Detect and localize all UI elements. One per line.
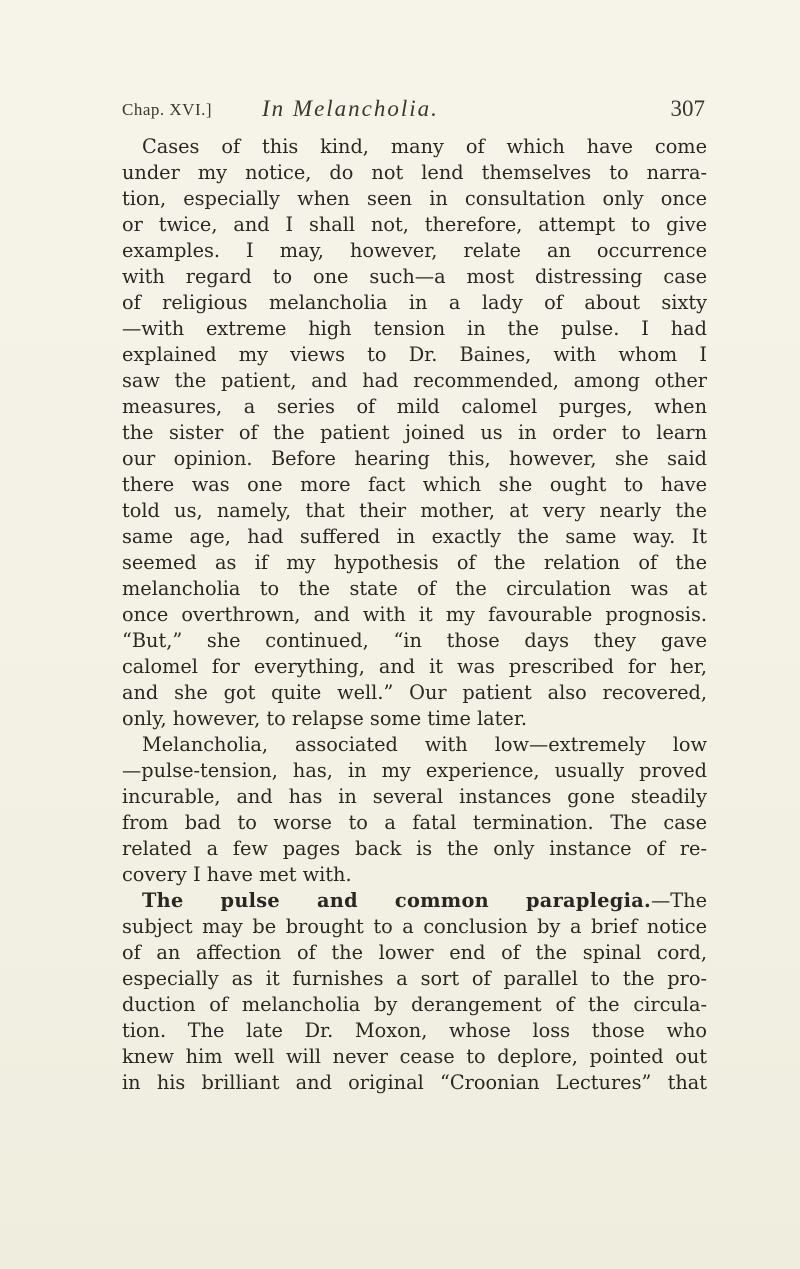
text-line: covery I have met with. (122, 863, 352, 886)
running-title: In Melancholia. (262, 96, 439, 121)
text-line: “But,” she continued, “in those days they gave (122, 629, 707, 652)
text-line: only, however, to relapse some time later. (122, 707, 528, 730)
text-line: explained my views to Dr. Baines, with whom I (122, 343, 707, 366)
text-line: of an affection of the lower end of the spinal cord, (122, 941, 707, 964)
text-line: seemed as if my hypothesis of the relation of the (122, 551, 707, 574)
text-line: saw the patient, and had recommended, among other (122, 369, 707, 392)
text-line: with regard to one such—a most distressing case (122, 265, 707, 288)
text-line (122, 888, 707, 914)
section-heading: The pulse and common paraplegia. (142, 889, 652, 912)
chapter-reference: Chap. XVI.] (122, 100, 213, 119)
text-line: examples. I may, however, relate an occurrence (122, 239, 707, 262)
text-line: especially as it furnishes a sort of parallel to the pro- (122, 967, 707, 990)
text-line: from bad to worse to a fatal termination. The case (122, 811, 707, 834)
running-head (122, 98, 705, 128)
text-line: subject may be brought to a conclusion by a brief notice (122, 915, 707, 938)
page-number: 307 (670, 96, 705, 121)
text-line: our opinion. Before hearing this, however, she said (122, 447, 707, 470)
text-line: duction of melancholia by derangement of the circula- (122, 993, 707, 1016)
text-line: told us, namely, that their mother, at very nearly the (122, 499, 707, 522)
text-line: Melancholia, associated with low—extremely low (142, 733, 707, 756)
text-line: and she got quite well.” Our patient also recovered, (122, 681, 707, 704)
text-line: knew him well will never cease to deplore, pointed out (122, 1045, 707, 1068)
text-line: under my notice, do not lend themselves to narra- (122, 161, 707, 184)
text-line: in his brilliant and original “Croonian Lectures” that (122, 1071, 707, 1094)
text-line: related a few pages back is the only instance of re- (122, 837, 707, 860)
text-line: tion, especially when seen in consultation only once (122, 187, 707, 210)
heading-continuation: —The (651, 889, 707, 912)
text-line: or twice, and I shall not, therefore, attempt to give (122, 213, 707, 236)
body-text (122, 134, 707, 1096)
text-line: tion. The late Dr. Moxon, whose loss those who (122, 1019, 707, 1042)
text-line: incurable, and has in several instances gone steadily (122, 785, 707, 808)
text-line: calomel for everything, and it was prescribed for her, (122, 655, 707, 678)
text-line: melancholia to the state of the circulation was at (122, 577, 707, 600)
text-line: once overthrown, and with it my favourable prognosis. (122, 603, 707, 626)
text-line: —with extreme high tension in the pulse. I had (122, 317, 707, 340)
text-line: same age, had suffered in exactly the same way. It (122, 525, 707, 548)
text-line: —pulse-tension, has, in my experience, usually proved (122, 759, 707, 782)
text-line: of religious melancholia in a lady of about sixty (122, 291, 707, 314)
text-line: measures, a series of mild calomel purges, when (122, 395, 707, 418)
text-line: the sister of the patient joined us in order to learn (122, 421, 707, 444)
text-line: Cases of this kind, many of which have come (142, 135, 707, 158)
text-line: there was one more fact which she ought to have (122, 473, 707, 496)
